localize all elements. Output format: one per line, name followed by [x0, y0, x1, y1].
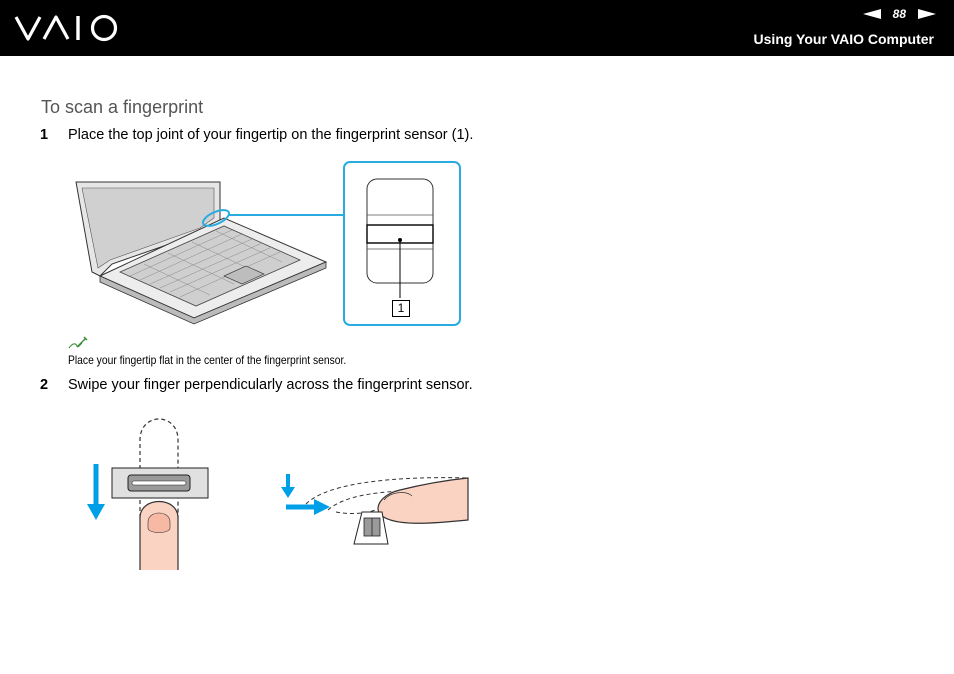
prev-page-arrow-icon[interactable] [863, 9, 881, 19]
section-title: Using Your VAIO Computer [753, 31, 934, 47]
page-navigation [863, 7, 936, 21]
note-text: Place your fingertip flat in the center of the fingerprint sensor. [68, 353, 347, 367]
page-number: 88 [892, 7, 906, 21]
vaio-logo [14, 13, 122, 43]
swipe-side-view-illustration [278, 472, 472, 552]
step-text: Place the top joint of your fingertip on the fingerprint sensor (1). [68, 127, 474, 143]
pencil-note-icon [68, 336, 88, 350]
page-header [0, 0, 954, 56]
procedure-heading: To scan a fingerprint [41, 97, 204, 117]
step-number: 2 [40, 377, 49, 393]
callout-connector [228, 205, 348, 225]
step-2 [40, 377, 473, 393]
swipe-top-view-illustration [84, 410, 224, 575]
step-1 [40, 127, 473, 143]
step-text: Swipe your finger perpendicularly across the fingerprint sensor. [68, 377, 473, 393]
laptop-illustration [74, 180, 334, 326]
next-page-arrow-icon[interactable] [918, 9, 936, 19]
step-number: 1 [40, 127, 49, 143]
callout-number-label: 1 [392, 300, 410, 317]
